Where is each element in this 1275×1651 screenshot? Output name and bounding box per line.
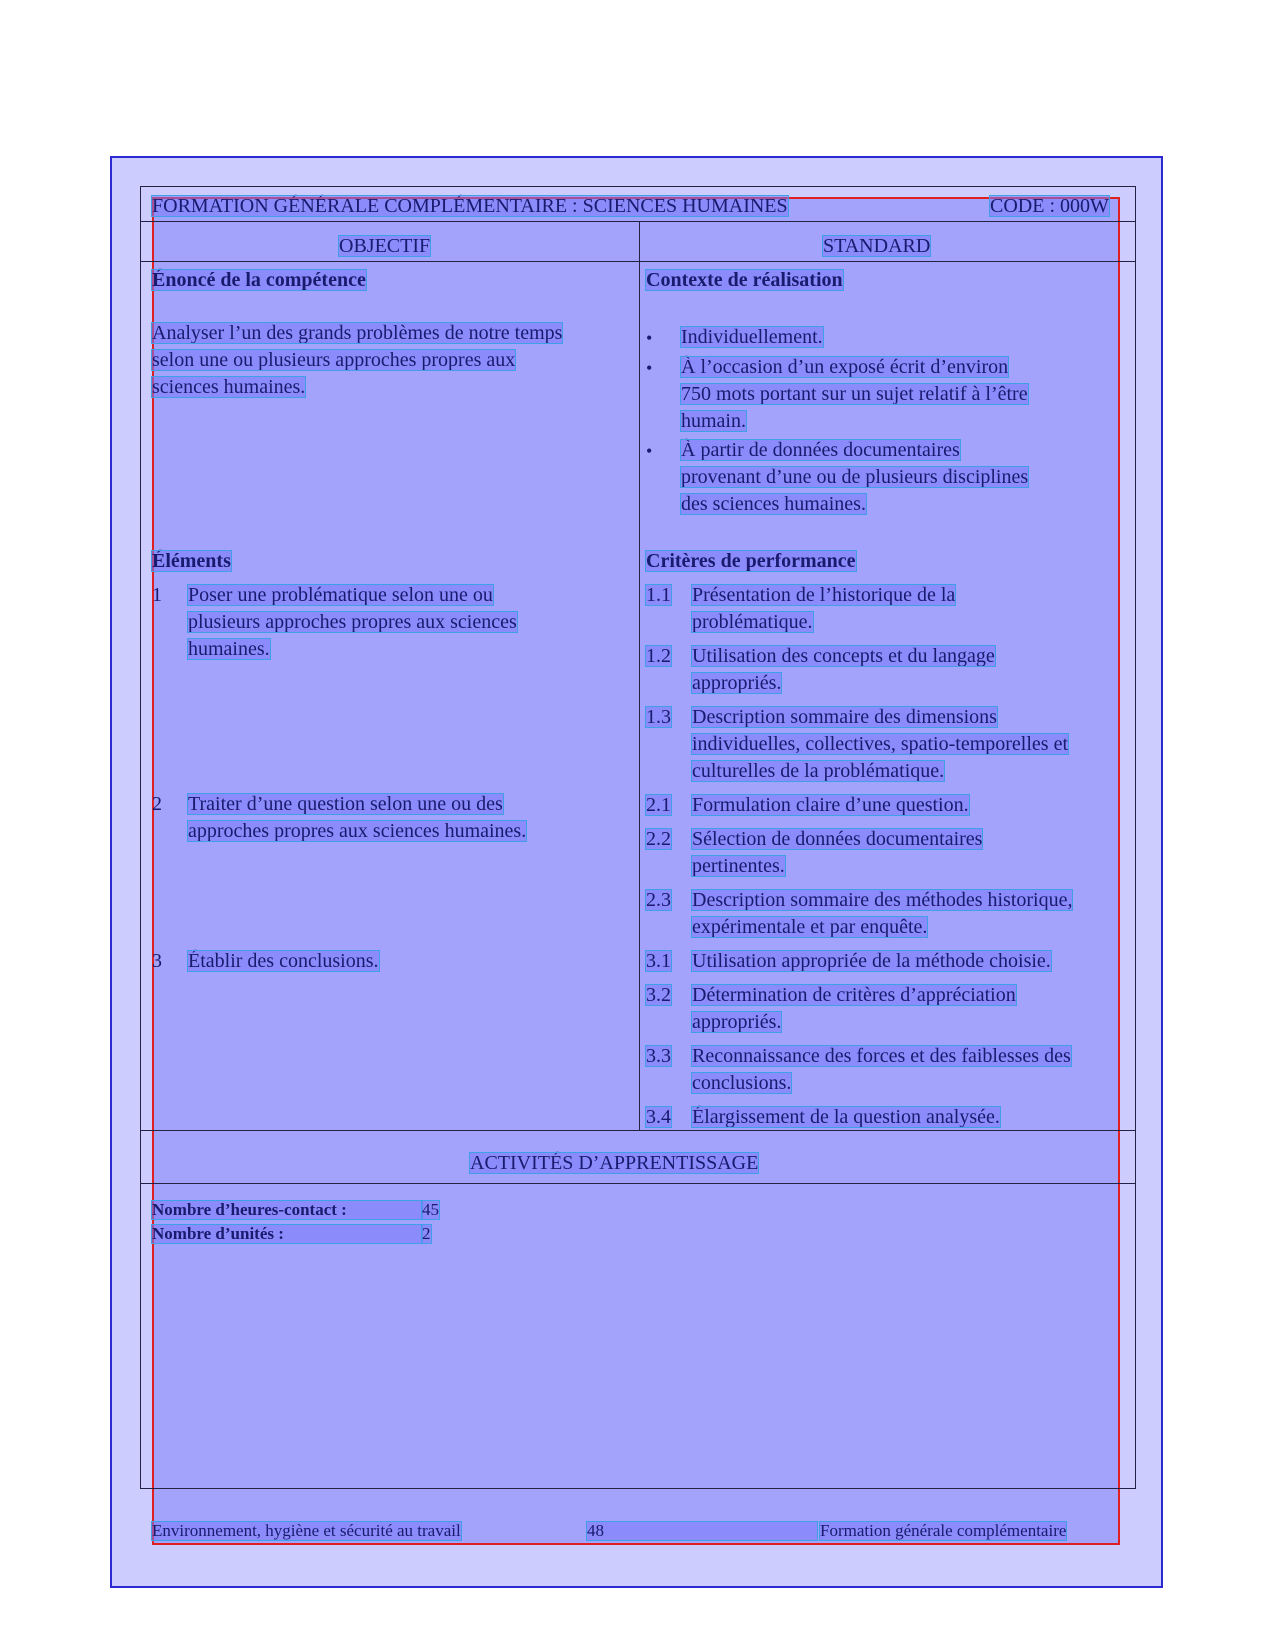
critere-line: individuelles, collectives, spatio-temporelles et [692,733,1069,755]
element-number: 3 [152,950,162,972]
critere-line: appropriés. [692,1011,782,1033]
critere-line: Description sommaire des dimensions [692,706,997,728]
bullet-icon: • [646,441,653,461]
contexte-line: Individuellement. [681,326,823,348]
hours-label: Nombre d’heures-contact : [152,1201,422,1219]
critere-line: Utilisation des concepts et du langage [692,645,995,667]
critere-line: problématique. [692,611,813,633]
document-title: FORMATION GÉNÉRALE COMPLÉMENTAIRE : SCIENCES HUMAINES [152,195,788,217]
critere-line: Description sommaire des méthodes historique, [692,889,1073,911]
critere-line: conclusions. [692,1072,792,1094]
hours-value: 45 [422,1200,439,1219]
critere-line: culturelles de la problématique. [692,760,945,782]
critere-number: 2.3 [646,889,671,911]
element-line: humaines. [188,638,270,660]
contexte-heading: Contexte de réalisation [646,269,843,291]
table-rule-columns [140,261,1136,262]
critere-line: Élargissement de la question analysée. [692,1106,1000,1128]
activities-heading: ACTIVITÉS D’APPRENTISSAGE [470,1152,759,1174]
enonce-line: sciences humaines. [152,376,306,398]
critere-number: 3.1 [646,950,671,972]
column-heading-objectif: OBJECTIF [339,235,431,257]
table-column-divider [639,221,640,1130]
critere-line: pertinentes. [692,855,785,877]
critere-number: 1.2 [646,645,671,667]
element-line: Poser une problématique selon une ou [188,584,493,606]
critere-number: 3.4 [646,1106,671,1128]
critere-line: Utilisation appropriée de la méthode choisie. [692,950,1051,972]
critere-number: 1.3 [646,706,671,728]
critere-line: Formulation claire d’une question. [692,794,969,816]
footer-page-number: 48 [587,1522,817,1540]
contexte-line: À l’occasion d’un exposé écrit d’environ [681,356,1009,378]
critere-line: expérimentale et par enquête. [692,916,928,938]
critere-line: Reconnaissance des forces et des faiblesses des [692,1045,1071,1067]
table-rule-activities-top [140,1130,1136,1131]
critere-line: Présentation de l’historique de la [692,584,956,606]
contexte-line: 750 mots portant sur un sujet relatif à l’être [681,383,1028,405]
enonce-line: selon une ou plusieurs approches propres aux [152,349,516,371]
course-code: CODE : 000W [990,195,1109,217]
units-value: 2 [422,1224,431,1243]
element-line: plusieurs approches propres aux sciences [188,611,517,633]
element-line: Traiter d’une question selon une ou des [188,793,503,815]
critere-line: Détermination de critères d’appréciation [692,984,1016,1006]
critere-number: 3.2 [646,984,671,1006]
contexte-line: humain. [681,410,746,432]
enonce-line: Analyser l’un des grands problèmes de notre temps [152,322,563,344]
bullet-icon: • [646,358,653,378]
footer-right: Formation générale complémentaire [820,1521,1067,1540]
critere-number: 1.1 [646,584,671,606]
units-label: Nombre d’unités : [152,1225,422,1243]
critere-line: Sélection de données documentaires [692,828,983,850]
element-line: approches propres aux sciences humaines. [188,820,527,842]
critere-number: 2.2 [646,828,671,850]
bullet-icon: • [646,328,653,348]
contexte-line: provenant d’une ou de plusieurs disciplines [681,466,1029,488]
contexte-line: des sciences humaines. [681,493,866,515]
element-line: Établir des conclusions. [188,950,379,972]
enonce-heading: Énoncé de la compétence [152,269,366,291]
elements-heading: Éléments [152,550,231,572]
critere-number: 2.1 [646,794,671,816]
table-rule-header [140,221,1136,222]
element-number: 1 [152,584,162,606]
critere-number: 3.3 [646,1045,671,1067]
criteres-heading: Critères de performance [646,550,856,572]
critere-line: appropriés. [692,672,782,694]
footer-left: Environnement, hygiène et sécurité au travail [152,1521,461,1540]
column-heading-standard: STANDARD [823,235,931,257]
contexte-line: À partir de données documentaires [681,439,960,461]
element-number: 2 [152,793,162,815]
table-rule-activities-bottom [140,1183,1136,1184]
